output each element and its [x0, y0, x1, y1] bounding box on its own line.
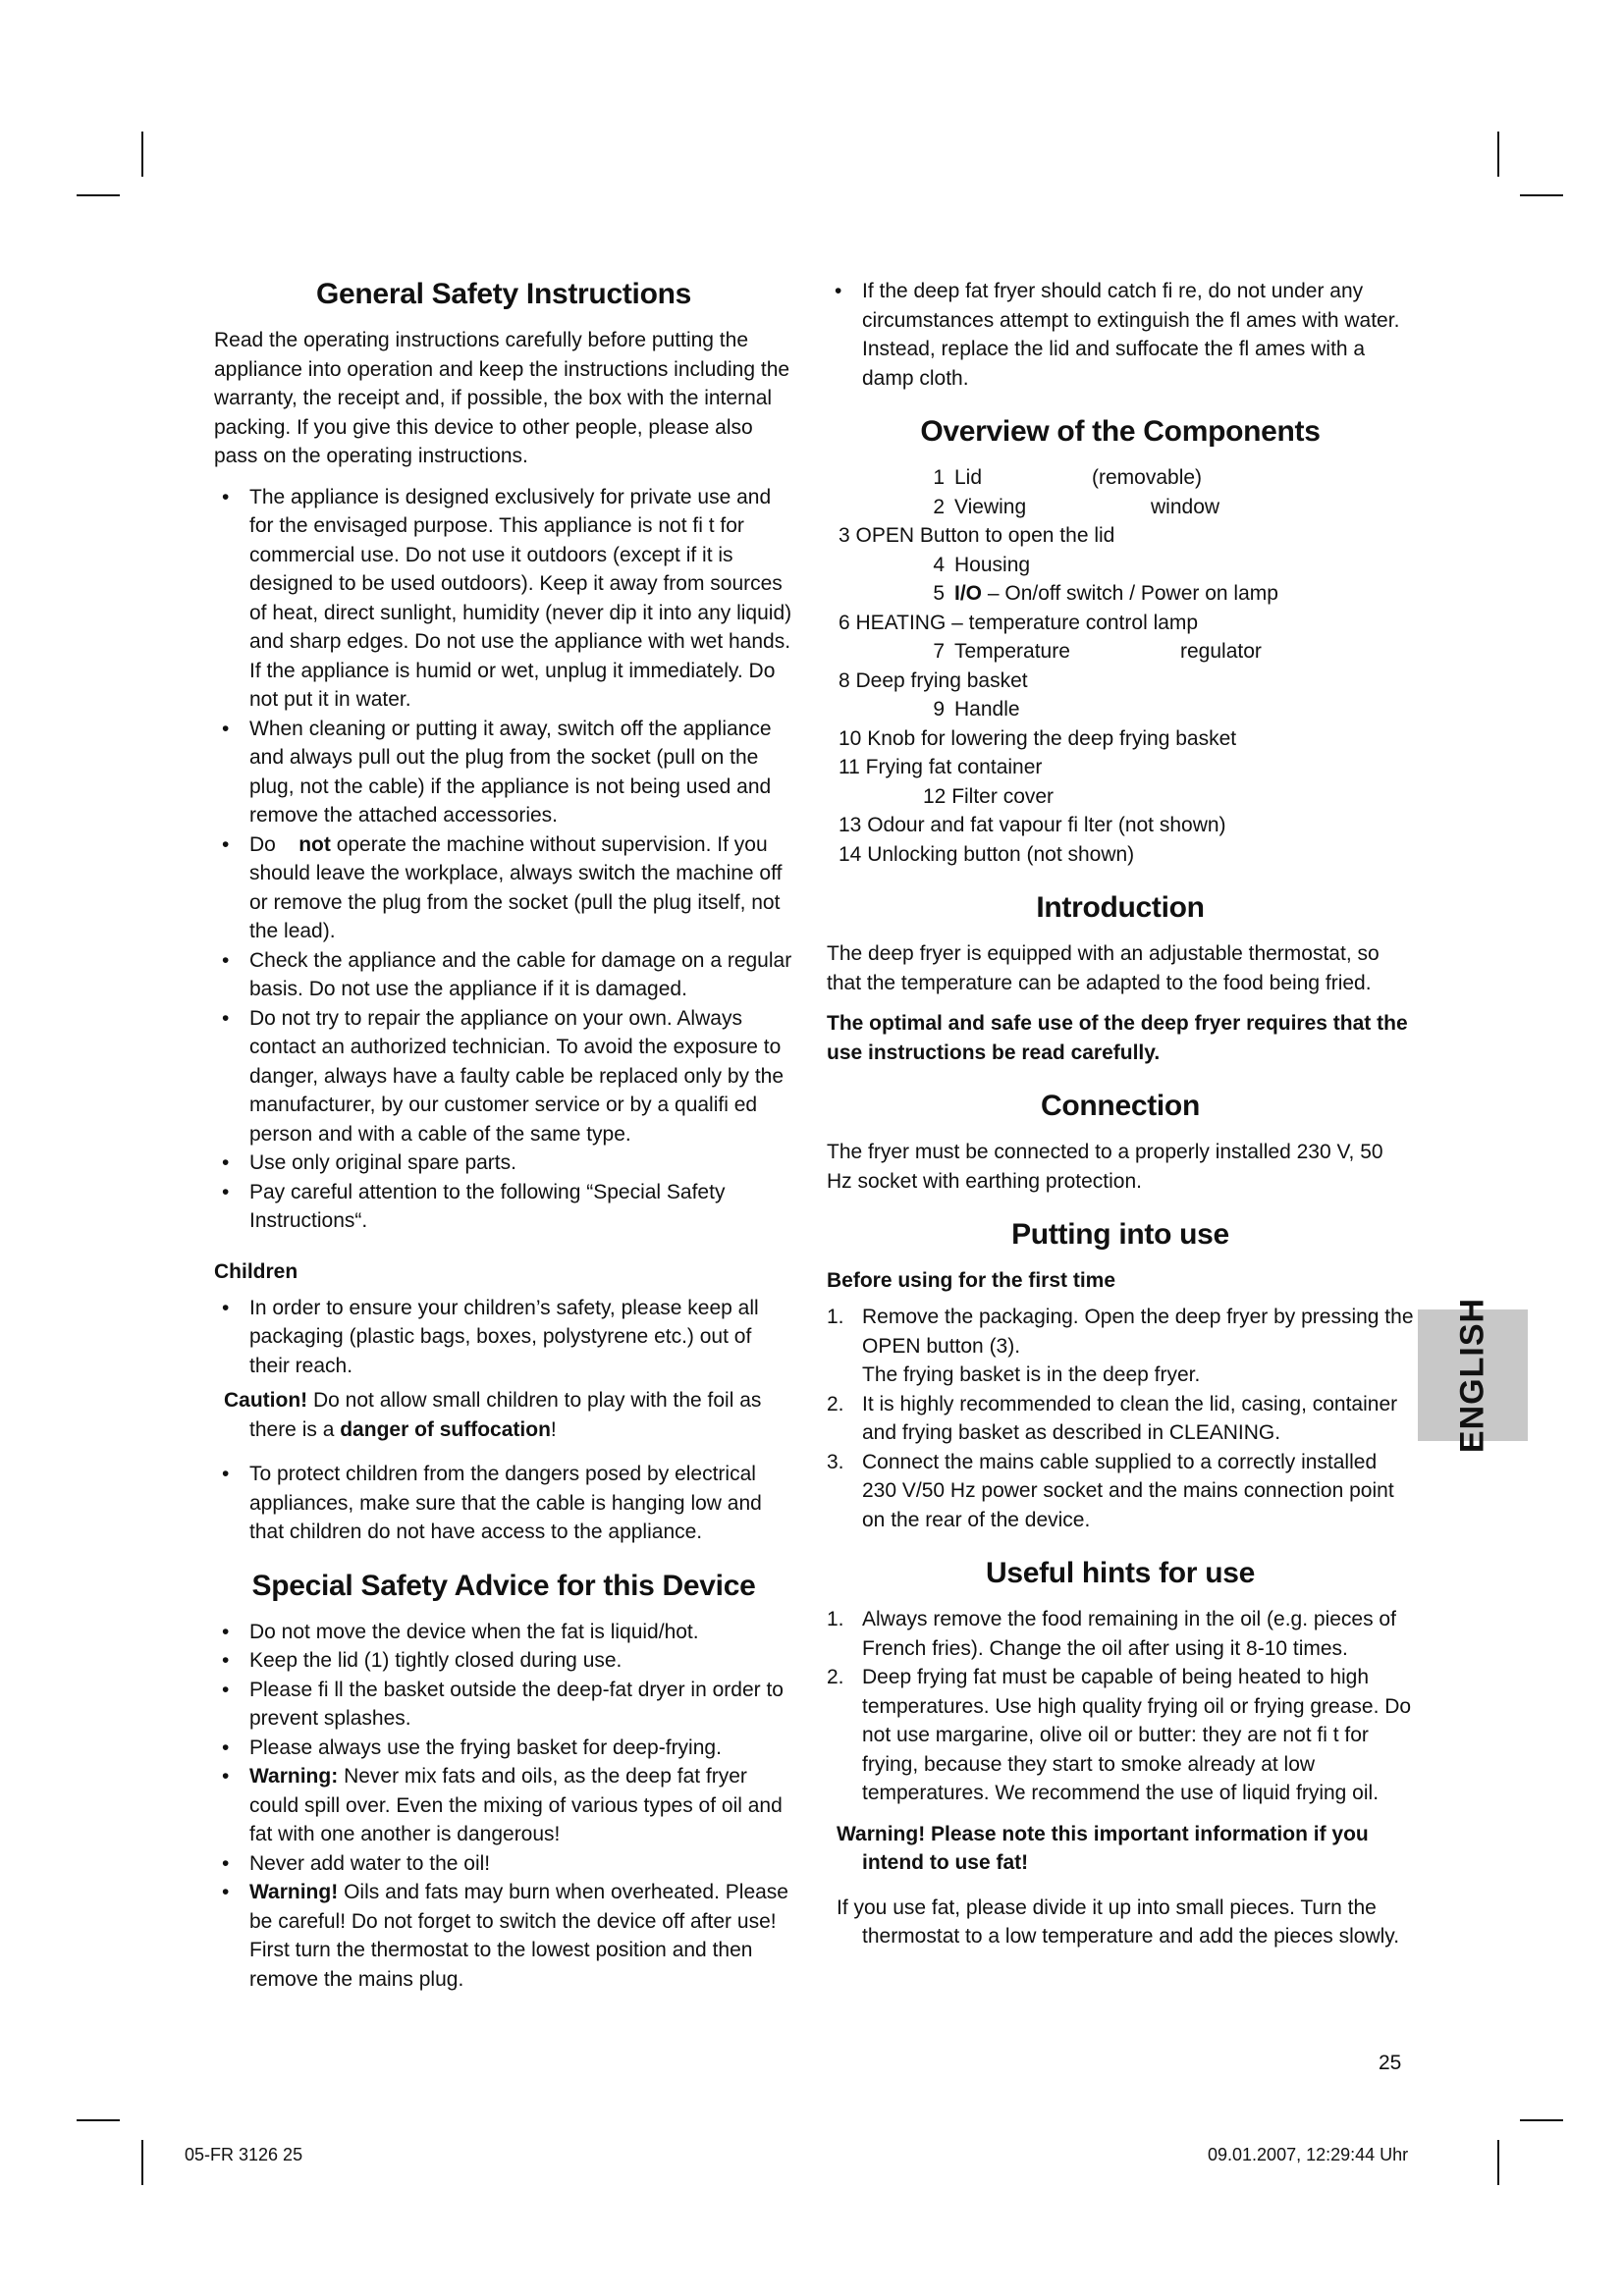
- list-item: • To protect children from the dangers posed by electrical appliances, make sure that the cable is hanging low and that children do not have access to the appliance.: [214, 1460, 793, 1547]
- list-item: • If the deep fat fryer should catch fi re, do not under any circumstances attempt to extinguish the fl ames with water. Instead, replace the lid and suffocate the fl ames with a damp cloth.: [827, 277, 1414, 393]
- component-name: Handle: [954, 698, 1020, 721]
- crop-mark: [141, 132, 143, 177]
- list-item: • Never add water to the oil!: [214, 1849, 793, 1879]
- component-text: 6 HEATING – temperature control lamp: [839, 611, 1199, 634]
- component-extra: regulator: [1180, 640, 1262, 663]
- crop-mark: [141, 2140, 143, 2185]
- list-item: • Keep the lid (1) tightly closed during use.: [214, 1646, 793, 1676]
- item-extra: The frying basket is in the deep fryer.: [862, 1363, 1201, 1386]
- overview-heading: Overview of the Components: [920, 415, 1321, 448]
- component-text: 13 Odour and fat vapour fi lter (not shown): [839, 814, 1226, 836]
- component-text: 8 Deep frying basket: [839, 668, 1028, 692]
- component-row: [827, 695, 1414, 724]
- fat-warning: Warning! Please note this important information if you intend to use fat!: [837, 1822, 1369, 1874]
- fat-text: If you use fat, please divide it up into small pieces. Turn the thermostat to a low temperature and add the pieces slowly.: [837, 1896, 1400, 1948]
- component-text: 3 OPEN Button to open the lid: [839, 524, 1115, 547]
- crop-mark: [77, 2119, 120, 2121]
- component-row: [827, 463, 1414, 493]
- component-text: [950, 579, 1278, 609]
- component-name: Temperature: [954, 640, 1070, 663]
- crop-mark: [1497, 132, 1499, 177]
- supervision-bold: not: [298, 832, 331, 856]
- list-item: • Please fi ll the basket outside the deep-fat dryer in order to prevent splashes.: [214, 1676, 793, 1734]
- component-row: [827, 637, 1414, 667]
- item-number: 2.: [827, 1392, 844, 1415]
- component-bold: I/O: [954, 582, 983, 605]
- component-name: Viewing: [954, 495, 1027, 518]
- list-item: [214, 1878, 793, 1994]
- general-safety-intro: Read the operating instructions carefully before putting the appliance into operation and keep the instructions including the warranty, the receipt and, if possible, the box with the internal packing. If you give this device to other people, please also pass on the operating instructions.: [214, 329, 790, 467]
- general-safety-heading: General Safety Instructions: [315, 278, 692, 310]
- item-number: 1.: [827, 1608, 844, 1630]
- component-name: Housing: [954, 553, 1031, 576]
- component-extra: (removable): [1092, 466, 1203, 489]
- children-list-2: [214, 1460, 793, 1547]
- children-caution: [214, 1386, 793, 1444]
- component-row: [827, 579, 1414, 609]
- component-row: [827, 551, 1414, 580]
- item-text: Remove the packaging. Open the deep fryer by pressing the OPEN button (3).: [862, 1306, 1414, 1358]
- introduction-text: The deep fryer is equipped with an adjustable thermostat, so that the temperature can be adapted to the food being fried.: [827, 942, 1380, 994]
- component-row: [827, 782, 1414, 812]
- component-number: 9: [933, 698, 945, 721]
- children-list: [214, 1294, 793, 1381]
- general-safety-list: [214, 483, 793, 1236]
- component-text: 14 Unlocking button (not shown): [839, 842, 1135, 866]
- special-safety-heading: Special Safety Advice for this Device: [251, 1569, 756, 1602]
- list-item: [827, 1303, 1414, 1390]
- component-row: [827, 521, 1414, 551]
- component-text: 11 Frying fat container: [839, 756, 1043, 778]
- list-item: • Check the appliance and the cable for damage on a regular basis. Do not use the appliance if it is damaged.: [214, 946, 793, 1004]
- caution-bold: danger of suffocation: [340, 1417, 551, 1441]
- components-list: [827, 463, 1414, 869]
- item-number: 2.: [827, 1666, 844, 1688]
- component-row: [827, 667, 1414, 696]
- component-number: 1: [933, 466, 945, 489]
- right-column: [827, 277, 1414, 1967]
- caution-label: Caution!: [224, 1389, 308, 1412]
- component-extra: window: [1151, 495, 1220, 518]
- component-row: [827, 724, 1414, 754]
- caution-end: !: [550, 1417, 557, 1441]
- useful-hints-list: [827, 1605, 1414, 1808]
- component-name: Lid: [954, 466, 983, 489]
- introduction-bold: The optimal and safe use of the deep fryer requires that the use instructions be read carefully.: [827, 1012, 1408, 1064]
- crop-mark: [1497, 2140, 1499, 2185]
- supervision-pre: Do: [249, 832, 276, 856]
- warning-label: Warning:: [249, 1765, 339, 1788]
- special-safety-list: [214, 1618, 793, 1995]
- component-row: [827, 753, 1414, 782]
- component-row: [827, 811, 1414, 840]
- introduction-heading: Introduction: [1036, 891, 1205, 924]
- list-item: • Pay careful attention to the following “Special Safety Instructions“.: [214, 1178, 793, 1236]
- list-item: • In order to ensure your children’s safety, please keep all packaging (plastic bags, boxes, polystyrene etc.) out of their reach.: [214, 1294, 793, 1381]
- language-tab-label: ENGLISH: [1453, 1297, 1491, 1454]
- first-time-subheading: Before using for the first time: [827, 1269, 1116, 1292]
- component-row: [827, 609, 1414, 638]
- putting-into-use-heading: Putting into use: [1011, 1218, 1229, 1251]
- footer-file-ref: 05-FR 3126 25: [185, 2145, 303, 2164]
- left-column: [214, 277, 793, 2007]
- connection-text: The fryer must be connected to a properly installed 230 V, 50 Hz socket with earthing protection.: [827, 1141, 1383, 1193]
- item-text: Connect the mains cable supplied to a correctly installed 230 V/50 Hz power socket and the mains connection point on the rear of the device.: [862, 1450, 1394, 1531]
- useful-hints-heading: Useful hints for use: [985, 1557, 1256, 1589]
- item-text: Always remove the food remaining in the oil (e.g. pieces of French fries). Change the oil after using it 8-10 times.: [862, 1608, 1396, 1660]
- component-row: [827, 493, 1414, 522]
- fire-list: [827, 277, 1414, 393]
- list-item: [214, 830, 793, 946]
- item-number: 3.: [827, 1450, 844, 1473]
- list-item: • Do not move the device when the fat is liquid/hot.: [214, 1618, 793, 1647]
- component-rest: – On/off switch / Power on lamp: [982, 582, 1278, 605]
- component-row: [827, 840, 1414, 870]
- warning-text: Oils and fats may burn when overheated. Please be careful! Do not forget to switch the device off after use! First turn the thermostat to the lowest position and then remove the mains plug.: [249, 1881, 788, 1991]
- item-text: Deep frying fat must be capable of being heated to high temperatures. Use high quality frying oil or frying grease. Do not use margarine, olive oil or butter: they are not fi t for frying, because they start to smoke already at low temperatures. We recommend the use of liquid frying oil.: [862, 1666, 1412, 1804]
- component-number: 5: [933, 582, 945, 605]
- crop-mark: [77, 194, 120, 196]
- language-tab: [1418, 1297, 1528, 1454]
- component-number: 2: [933, 495, 945, 518]
- component-text: 12 Filter cover: [923, 784, 1055, 808]
- list-item: [827, 1448, 1414, 1535]
- supervision-post: operate the machine without supervision. If you should leave the workplace, always switch the machine off or remove the plug from the socket (pull the plug itself, not the lead).: [249, 832, 783, 942]
- putting-into-use-list: [827, 1303, 1414, 1534]
- list-item: [827, 1390, 1414, 1448]
- item-text: It is highly recommended to clean the lid, casing, container and frying basket as described in CLEANING.: [862, 1392, 1398, 1444]
- component-number: 7: [933, 640, 945, 663]
- children-heading: Children: [214, 1259, 298, 1283]
- list-item: [827, 1663, 1414, 1808]
- item-number: 1.: [827, 1306, 844, 1328]
- warning-label: Warning!: [249, 1881, 339, 1903]
- list-item: • Do not try to repair the appliance on your own. Always contact an authorized technician. To avoid the exposure to danger, always have a faulty cable be replaced only by the manufacturer, by our customer service or by a qualifi ed person and with a cable of the same type.: [214, 1004, 793, 1149]
- list-item: • The appliance is designed exclusively for private use and for the envisaged purpose. This appliance is not fi t for commercial use. Do not use it outdoors (except if it is designed to be used outdoors). Keep it away from sources of heat, direct sunlight, humidity (never dip it into any liquid) and sharp edges. Do not use the appliance with wet hands. If the appliance is humid or wet, unplug it immediately. Do not put it in water.: [214, 483, 793, 715]
- caution-text: Do not allow small children to play with the foil as there is a: [249, 1389, 762, 1441]
- list-item: • Please always use the frying basket for deep-frying.: [214, 1734, 793, 1763]
- list-item: [827, 1605, 1414, 1663]
- footer-timestamp: 09.01.2007, 12:29:44 Uhr: [1208, 2145, 1409, 2164]
- list-item: • Use only original spare parts.: [214, 1148, 793, 1178]
- page-number: 25: [1379, 2052, 1402, 2074]
- component-text: 10 Knob for lowering the deep frying basket: [839, 726, 1237, 750]
- crop-mark: [1520, 194, 1563, 196]
- list-item: • When cleaning or putting it away, switch off the appliance and always pull out the plug from the socket (pull on the plug, not the cable) if the appliance is not being used and remove the attached accessories.: [214, 715, 793, 830]
- connection-heading: Connection: [1041, 1090, 1200, 1122]
- warning-text: Never mix fats and oils, as the deep fat fryer could spill over. Even the mixing of various types of oil and fat with one another is dangerous!: [249, 1765, 783, 1845]
- crop-mark: [1520, 2119, 1563, 2121]
- component-number: 4: [933, 553, 945, 576]
- list-item: [214, 1762, 793, 1849]
